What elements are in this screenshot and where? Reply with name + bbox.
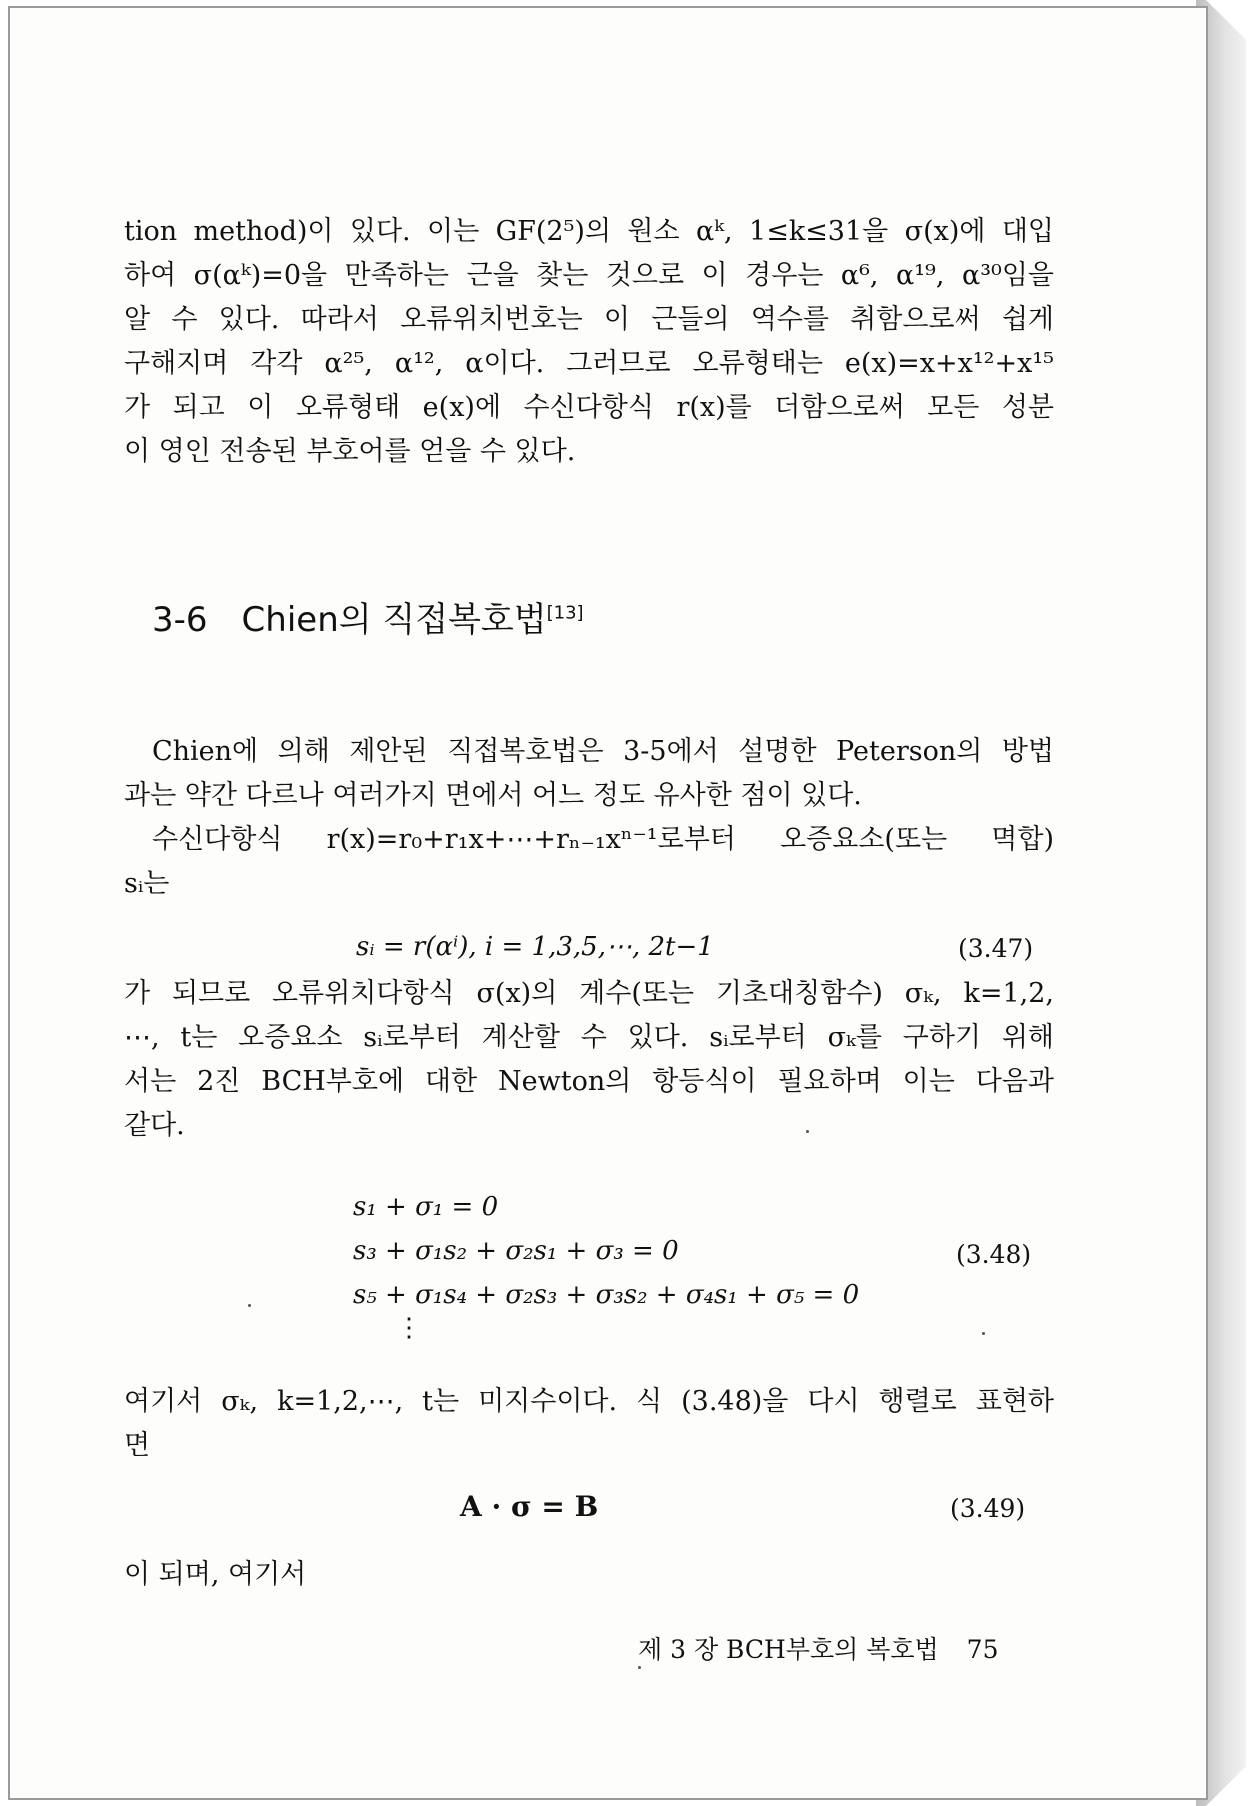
paragraph-newton (124, 972, 1054, 1148)
equation-3-47: sᵢ = r(αⁱ), i = 1,3,5,⋯, 2t−1 (356, 932, 714, 962)
chapter-title: 제 3 장 BCH부호의 복호법 (638, 1635, 939, 1664)
equation-number: (3.48) (956, 1240, 1032, 1269)
section-heading (152, 592, 584, 641)
paragraph-where (124, 1553, 1054, 1597)
text-line: 면 (124, 1430, 151, 1461)
scan-speck (248, 1304, 251, 1307)
equation-number: (3.49) (950, 1494, 1026, 1523)
scan-speck (806, 1130, 809, 1133)
paragraph-intro (124, 730, 1054, 906)
citation-ref: [13] (546, 602, 584, 624)
text-line: 과는 약간 다르나 여러가지 면에서 어느 정도 유사한 점이 있다. (124, 780, 862, 811)
paragraph-chien-search-result (124, 210, 1054, 474)
text-line: 같다. (124, 1110, 185, 1141)
equation-3-48-line: s₃ + σ₁s₂ + σ₂s₁ + σ₃ = 0 (353, 1236, 679, 1266)
text-line: 서는 2진 BCH부호에 대한 Newton의 항등식이 필요하며 이는 다음과 (124, 1066, 1054, 1097)
equation-3-48-line: s₁ + σ₁ = 0 (353, 1192, 499, 1222)
text-line: ⋯, t는 오증요소 sᵢ로부터 계산할 수 있다. sᵢ로부터 σₖ를 구하기 위해 (124, 1022, 1054, 1053)
equation-3-48-line: s₅ + σ₁s₄ + σ₂s₃ + σ₃s₂ + σ₄s₁ + σ₅ = 0 (353, 1280, 860, 1310)
text-line: Chien에 의해 제안된 직접복호법은 3-5에서 설명한 Peterson의 방법 (152, 736, 1054, 767)
page-number: 75 (966, 1635, 999, 1664)
text-line: 여기서 σₖ, k=1,2,⋯, t는 미지수이다. 식 (3.48)을 다시 행렬로 표현하 (124, 1386, 1054, 1417)
text-line: 가 되고 이 오류형태 e(x)에 수신다항식 r(x)를 더함으로써 모든 성분 (124, 392, 1054, 423)
text-line: tion method)이 있다. 이는 GF(2⁵)의 원소 αᵏ, 1≤k≤31을 σ(x)에 대입 (124, 216, 1054, 247)
text-line: 알 수 있다. 따라서 오류위치번호는 이 근들의 역수를 취함으로써 쉽게 (124, 304, 1054, 335)
text-line: 수신다항식 r(x)=r₀+r₁x+⋯+rₙ₋₁xⁿ⁻¹로부터 오증요소(또는 멱합) (152, 824, 1054, 855)
text-line: 구해지며 각각 α²⁵, α¹², α이다. 그러므로 오류형태는 e(x)=x+x¹²+x¹⁵ (124, 348, 1054, 379)
section-title: Chien의 직접복호법 (241, 600, 547, 640)
vertical-ellipsis: ⋮ (396, 1313, 422, 1343)
scan-speck (638, 1666, 641, 1669)
text-line: 가 되므로 오류위치다항식 σ(x)의 계수(또는 기초대칭함수) σₖ, k=1,2, (124, 978, 1054, 1009)
text-line: 하여 σ(αᵏ)=0을 만족하는 근을 찾는 것으로 이 경우는 α⁶, α¹⁹, α³⁰임을 (124, 260, 1054, 291)
text-line: 이 되며, 여기서 (124, 1559, 307, 1590)
running-footer (638, 1630, 998, 1666)
scan-speck (982, 1332, 985, 1335)
equation-number: (3.47) (958, 934, 1034, 963)
text-line: 이 영인 전송된 부호어를 얻을 수 있다. (124, 436, 576, 467)
equation-3-49: A · σ = B (460, 1490, 599, 1523)
section-number: 3-6 (152, 600, 208, 640)
paragraph-matrix-form (124, 1380, 1054, 1468)
text-line: sᵢ는 (124, 868, 170, 899)
